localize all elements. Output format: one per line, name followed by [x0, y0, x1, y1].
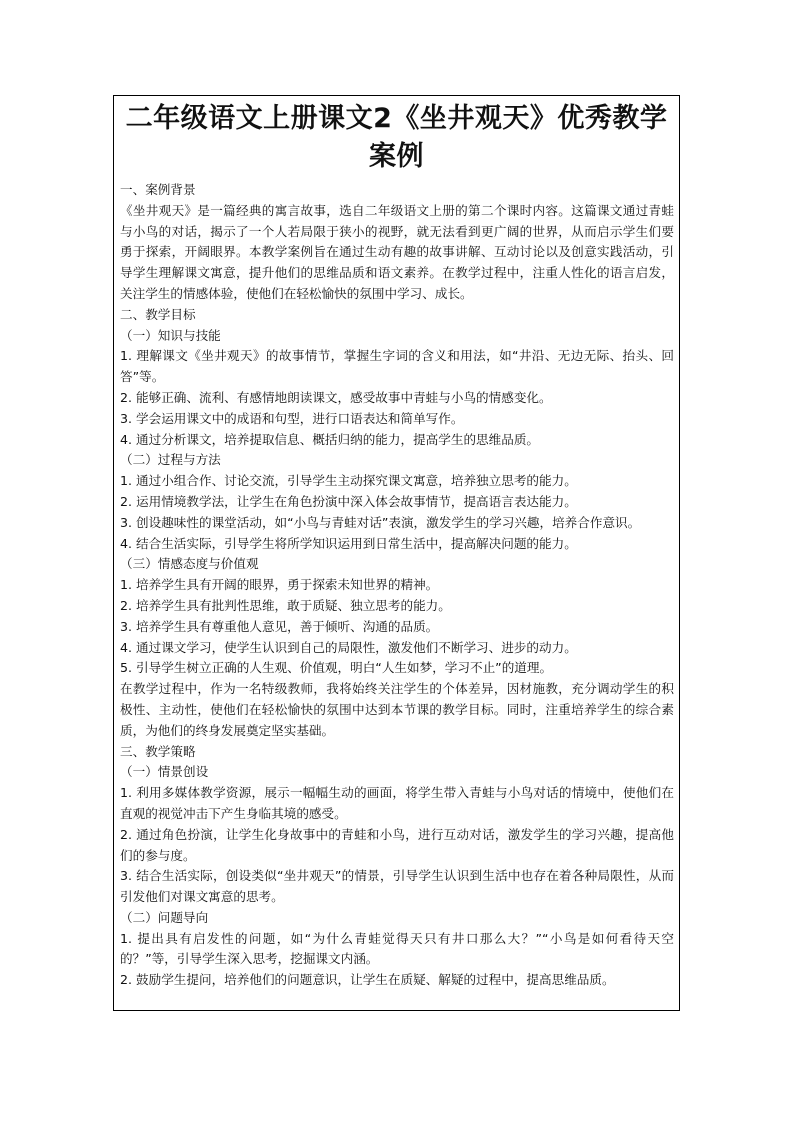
paragraph: 2. 能够正确、流利、有感情地朗读课文，感受故事中青蛙与小鸟的情感变化。	[120, 389, 552, 405]
document-body	[114, 180, 679, 991]
paragraph: 3. 结合生活实际，创设类似“坐井观天”的情景，引导学生认识到生活中也存在着各种局限性，从而引发他们对课文寓意的思考。	[120, 868, 674, 905]
paragraph: 4. 结合生活实际，引导学生将所学知识运用到日常生活中，提高解决问题的能力。	[120, 535, 577, 551]
document-frame	[113, 95, 680, 1011]
section-heading: （二）过程与方法	[120, 452, 221, 468]
paragraph: 1. 培养学生具有开阔的眼界，勇于探索未知世界的精神。	[120, 577, 439, 593]
paragraph: 3. 创设趣味性的课堂活动，如“小鸟与青蛙对话”表演，激发学生的学习兴趣，培养合作意识。	[120, 514, 641, 530]
paragraph: 1. 提出具有启发性的问题，如“为什么青蛙觉得天只有井口那么大？”“小鸟是如何看待天空的？”等，引导学生深入思考，挖掘课文内涵。	[120, 930, 674, 967]
paragraph: 1. 通过小组合作、讨论交流，引导学生主动探究课文寓意，培养独立思考的能力。	[120, 473, 577, 489]
paragraph: 4. 通过分析课文，培养提取信息、概括归纳的能力，提高学生的思维品质。	[120, 431, 540, 447]
paragraph: 2. 通过角色扮演，让学生化身故事中的青蛙和小鸟，进行互动对话，激发学生的学习兴趣，提高他们的参与度。	[120, 826, 674, 863]
paragraph: 在教学过程中，作为一名特级教师，我将始终关注学生的个体差异，因材施教，充分调动学生的积极性、主动性，使他们在轻松愉快的氛围中达到本节课的教学目标。同时，注重培养学生的综合素质，为他们的终身发展奠定坚实基础。	[120, 681, 674, 738]
document-title: 二年级语文上册课文2《坐井观天》优秀教学案例	[125, 103, 668, 172]
section-heading: （一）知识与技能	[120, 327, 221, 343]
paragraph: 3. 培养学生具有尊重他人意见，善于倾听、沟通的品质。	[120, 618, 439, 634]
section-heading: （三）情感态度与价值观	[120, 556, 259, 572]
paragraph: 2. 鼓励学生提问，培养他们的问题意识，让学生在质疑、解疑的过程中，提高思维品质。	[120, 972, 615, 988]
paragraph: 2. 培养学生具有批判性思维，敢于质疑、独立思考的能力。	[120, 597, 451, 613]
paragraph: 3. 学会运用课文中的成语和句型，进行口语表达和简单写作。	[120, 410, 464, 426]
paragraph: 5. 引导学生树立正确的人生观、价值观，明白“人生如梦，学习不止”的道理。	[120, 660, 553, 676]
paragraph: 1. 利用多媒体教学资源，展示一幅幅生动的画面，将学生带入青蛙与小鸟对话的情境中，使他们在直观的视觉冲击下产生身临其境的感受。	[120, 785, 674, 821]
paragraph: 2. 运用情境教学法，让学生在角色扮演中深入体会故事情节，提高语言表达能力。	[120, 493, 577, 509]
section-heading: 二、教学目标	[120, 306, 196, 322]
section-heading: 一、案例背景	[120, 182, 196, 197]
section-heading: （一）情景创设	[120, 764, 209, 780]
paragraph: 1. 理解课文《坐井观天》的故事情节，掌握生字词的含义和用法，如“井沿、无边无际、抬头、回答”等。	[120, 348, 674, 385]
paragraph: 《坐井观天》是一篇经典的寓言故事，选自二年级语文上册的第二个课时内容。这篇课文通过青蛙与小鸟的对话，揭示了一个人若局限于狭小的视野，就无法看到更广阔的世界，从而启示学生们要勇于探索，开阔眼界。本教学案例旨在通过生动有趣的故事讲解、互动讨论以及创意实践活动，引导学生理解课文寓意，提升他们的思维品质和语文素养。在教学过程中，注重人性化的语言启发，关注学生的情感体验，使他们在轻松愉快的氛围中学习、成长。	[120, 202, 674, 301]
section-heading: 三、教学策略	[120, 743, 196, 759]
paragraph: 4. 通过课文学习，使学生认识到自己的局限性，激发他们不断学习、进步的动力。	[120, 639, 577, 655]
section-heading: （二）问题导向	[120, 909, 209, 925]
